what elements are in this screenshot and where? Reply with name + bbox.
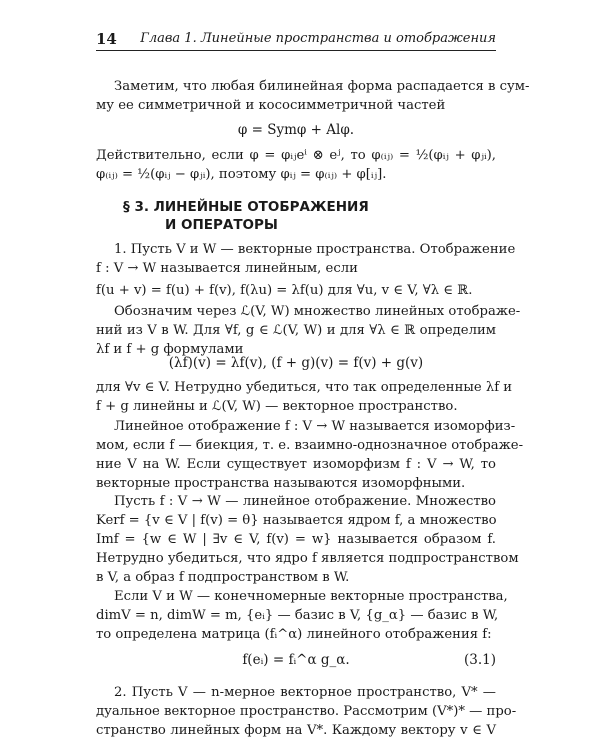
intro-after-paragraph	[96, 146, 496, 184]
section-title	[123, 198, 443, 234]
text-line: странство линейных форм на V*. Каждому вектору v ∈ V	[96, 723, 496, 738]
text-line: ние V на W. Если существует изоморфизм f : V → W, то	[96, 457, 496, 472]
text-line: Нетрудно убедиться, что ядро f является подпространством	[96, 551, 519, 566]
text-line: dimV = n, dimW = m, {eᵢ} — базис в V, {g_α} — базис в W,	[96, 608, 499, 623]
text-line: f(u + v) = f(u) + f(v), f(λu) = λf(u) для ∀u, v ∈ V, ∀λ ∈ ℝ.	[96, 283, 473, 298]
text-line: f + g линейны и ℒ(V, W) — векторное пространство.	[96, 399, 458, 414]
text-line: λf и f + g формулами	[96, 342, 244, 357]
text-line: в V, а образ f подпространством в W.	[96, 570, 350, 585]
text-line: му ее симметричной и кососимметричной частей	[96, 98, 446, 113]
text-line: Пусть f : V → W — линейное отображение. Множество	[114, 494, 496, 509]
text-line: дуальное векторное пространство. Рассмотрим (V*)* — про-	[96, 704, 517, 719]
text-line: f : V → W называется линейным, если	[96, 261, 358, 276]
paragraph-1	[96, 240, 516, 300]
paragraph-4	[96, 417, 524, 493]
text-line: Kerf = {v ∈ V | f(v) = θ} называется ядром f, а множество	[96, 513, 497, 528]
text-line: векторные пространства называются изоморфными.	[96, 476, 466, 491]
text-line: Действительно, если φ = φᵢⱼeⁱ ⊗ eʲ, то φ₍ᵢⱼ₎ = ½(φᵢⱼ + φⱼᵢ),	[96, 148, 496, 163]
equation-sym-al: φ = Symφ + Alφ.	[237, 122, 355, 138]
text-line: Если V и W — конечномерные векторные пространства,	[114, 589, 508, 604]
text-line: 2. Пусть V — n-мерное векторное пространство, V* —	[114, 685, 496, 700]
text-line: то определена матрица (fᵢ^α) линейного отображения f:	[96, 627, 492, 642]
equation-3-1	[96, 652, 496, 668]
text-line: Imf = {w ∈ W | ∃v ∈ V, f(v) = w} называется образом f.	[96, 532, 496, 547]
text-line: Заметим, что любая билинейная форма распадается в сум-	[114, 79, 530, 94]
paragraph-7	[96, 683, 517, 740]
paragraph-5	[96, 492, 519, 587]
section-title-line1: § 3. ЛИНЕЙНЫЕ ОТОБРАЖЕНИЯ	[123, 199, 369, 215]
paragraph-3	[96, 378, 513, 416]
equation-3-1-body: f(eᵢ) = fᵢ^α g_α.	[242, 652, 350, 668]
section-title-line2: И ОПЕРАТОРЫ	[165, 217, 278, 233]
paragraph-2	[96, 302, 521, 359]
text-line: φ₍ᵢⱼ₎ = ½(φᵢⱼ − φⱼᵢ), поэтому φᵢⱼ = φ₍ᵢⱼ₎ + φ[ᵢⱼ].	[96, 167, 387, 182]
equation-operations: (λf)(v) = λf(v), (f + g)(v) = f(v) + g(v)	[168, 355, 424, 371]
text-line: ний из V в W. Для ∀f, g ∈ ℒ(V, W) и для ∀λ ∈ ℝ определим	[96, 323, 496, 338]
paragraph-6	[96, 587, 508, 644]
page-header	[96, 30, 496, 51]
text-line: мом, если f — биекция, т. е. взаимно-однозначное отображе-	[96, 438, 524, 453]
text-line: 1. Пусть V и W — векторные пространства. Отображение	[114, 242, 516, 257]
running-head: Глава 1. Линейные пространства и отображения	[140, 31, 496, 46]
text-line: Линейное отображение f : V → W называется изоморфиз-	[114, 419, 516, 434]
page-number: 14	[96, 30, 117, 48]
equation-number: (3.1)	[463, 652, 496, 668]
text-line: для ∀v ∈ V. Нетрудно убедиться, что так определенные λf и	[96, 380, 513, 395]
intro-paragraph	[96, 77, 530, 115]
text-line: Обозначим через ℒ(V, W) множество линейных отображе-	[114, 304, 521, 319]
